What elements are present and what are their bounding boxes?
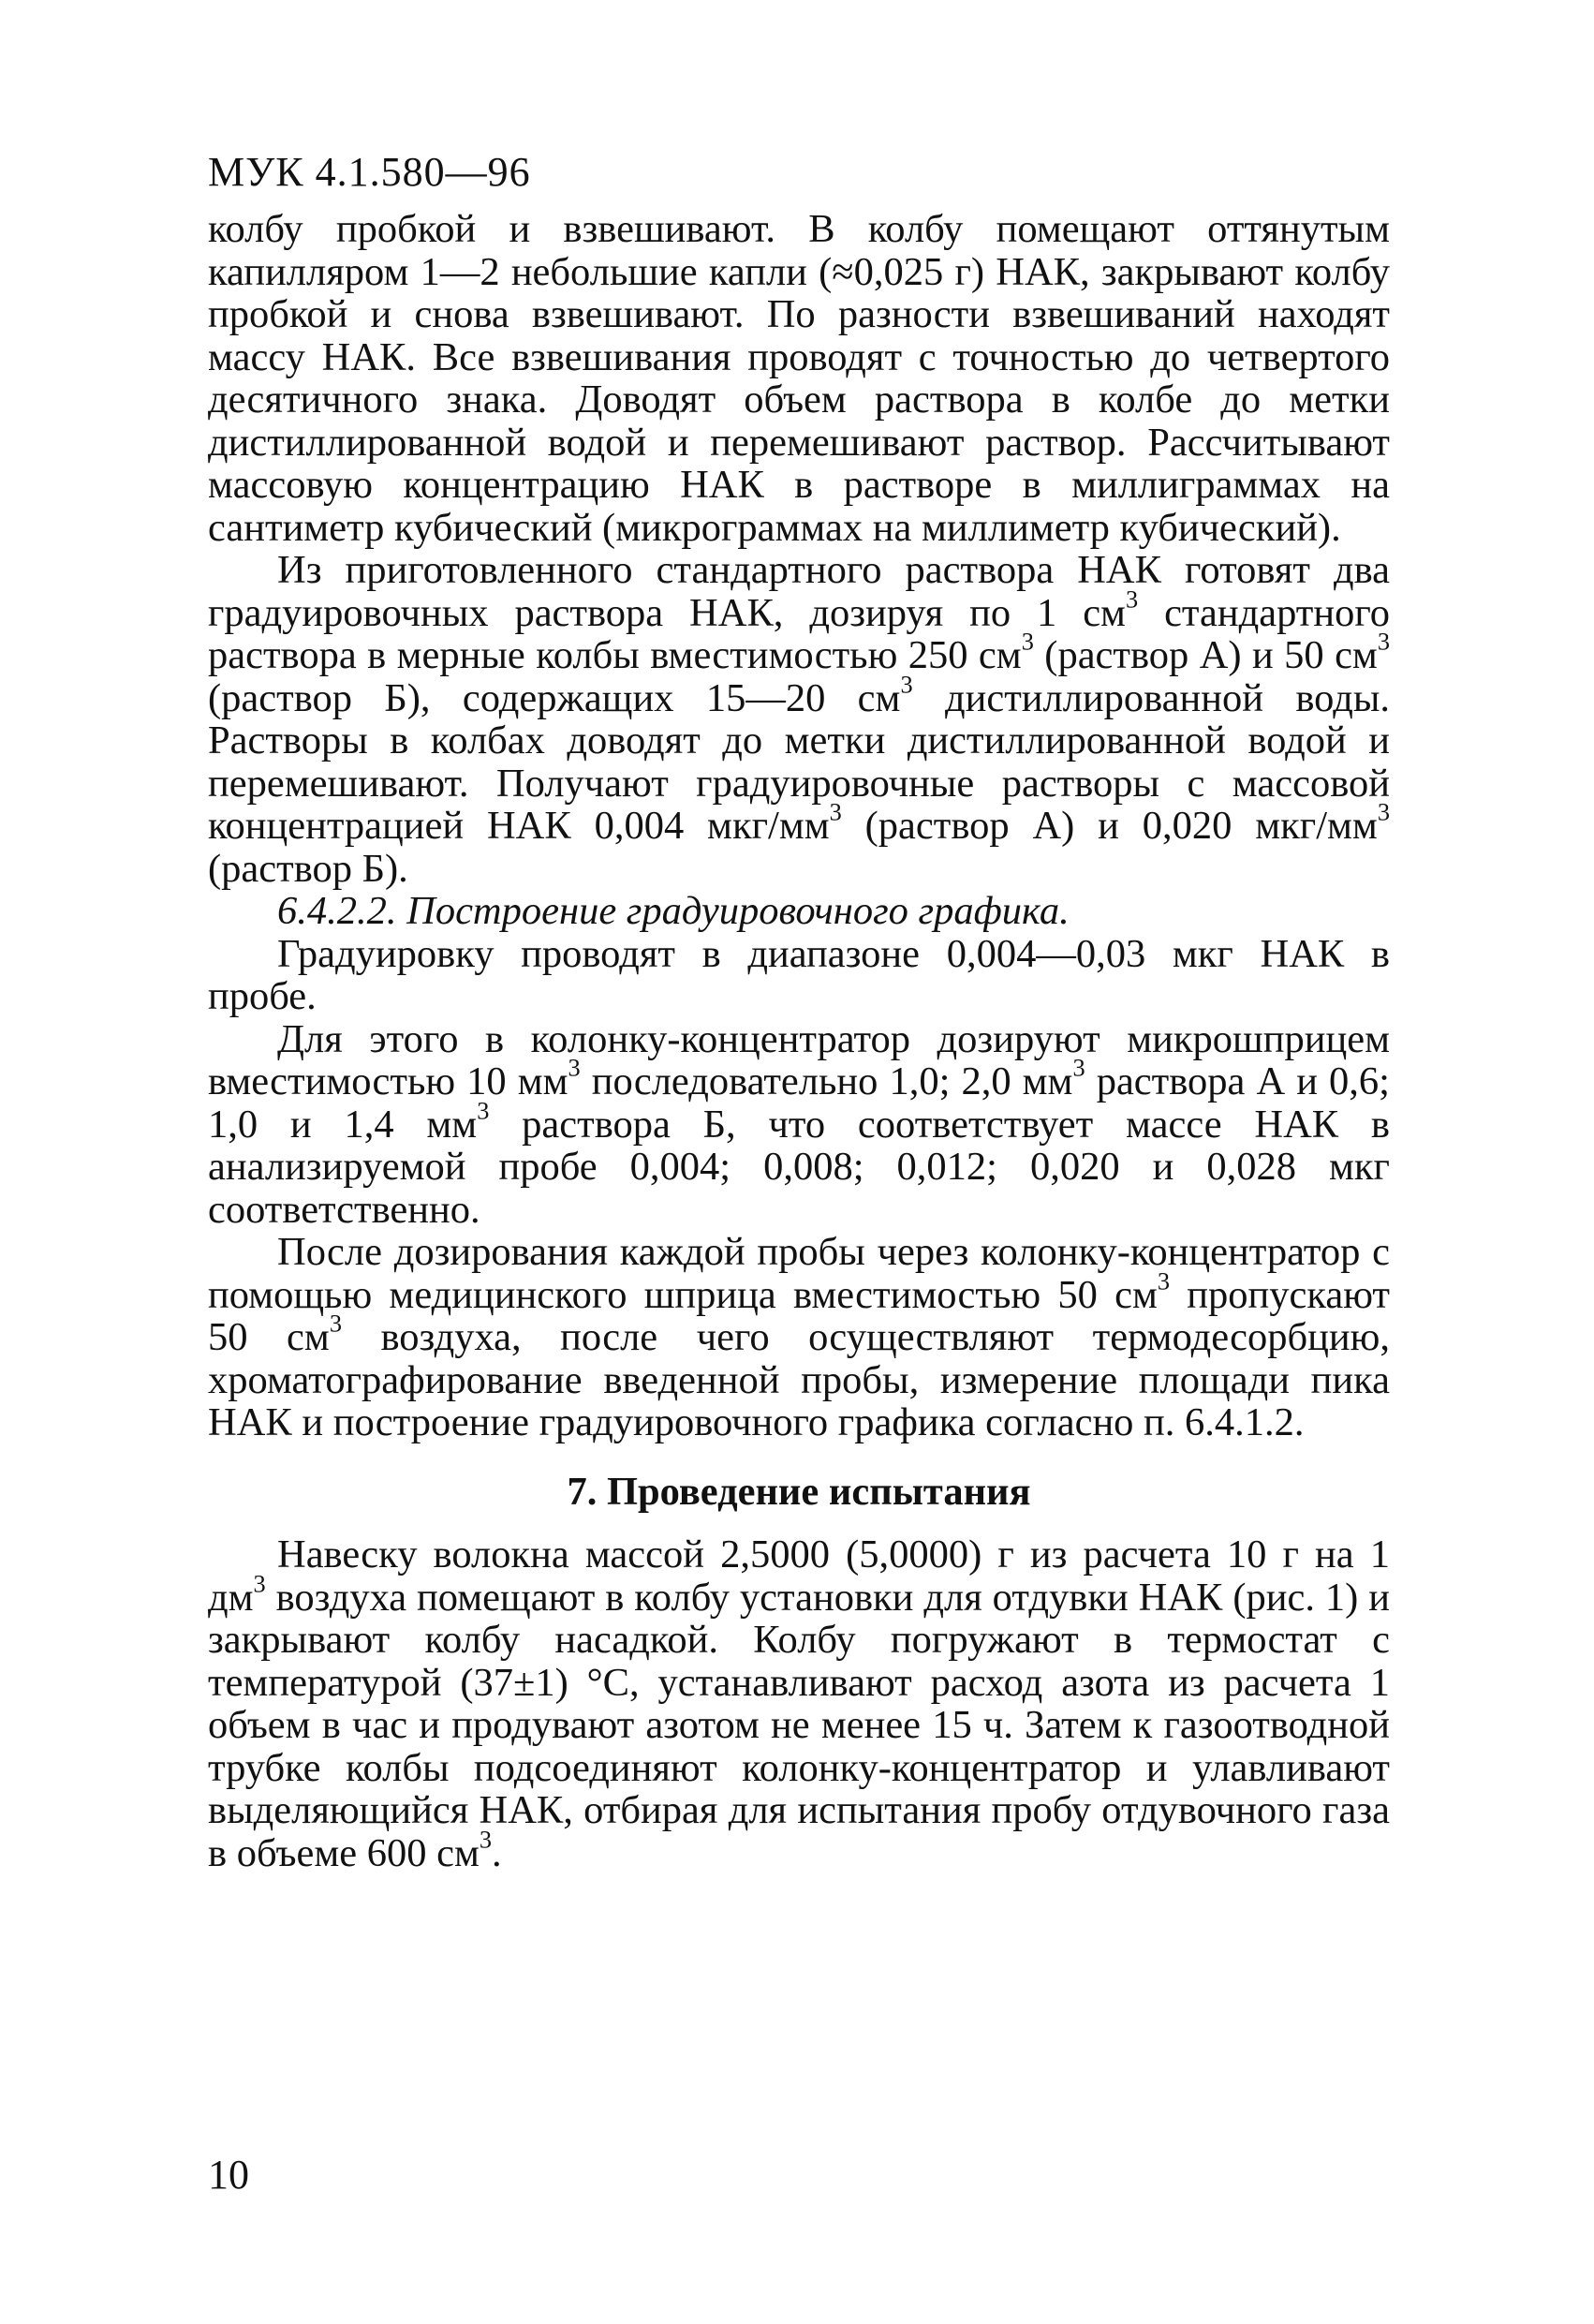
text-run: (раствор Б), содержащих 15—20 см — [208, 675, 901, 720]
superscript-cube: 3 — [568, 1054, 581, 1082]
text-run: (раствор А) и 0,020 мкг/мм — [841, 804, 1378, 848]
text-run: стандартного раствора в мерные колбы вместимостью 250 см — [208, 590, 1390, 677]
section-heading: 7. Проведение испытания — [567, 1469, 1031, 1514]
document-code-header: МУК 4.1.580—96 — [208, 149, 531, 195]
page-body — [208, 208, 1390, 1874]
text-run: дистиллированной воды. Растворы в колбах доводят до метки дистиллированной водой и перемешивают. Получают градуировочные растворы с массовой концентрацией НАК 0,004 мкг/мм — [208, 675, 1390, 848]
text-run: раствора А и 0,6; 1,0 и 1,4 мм — [208, 1059, 1390, 1147]
paragraph-dosing — [208, 1018, 1390, 1232]
superscript-cube: 3 — [253, 1569, 266, 1597]
text-run: Навеску волокна массой 2,5000 (5,0000) г из расчета 10 г на 1 дм — [208, 1532, 1390, 1620]
superscript-cube: 3 — [829, 798, 842, 826]
superscript-cube: 3 — [1377, 798, 1390, 826]
text-run: раствора Б, что соответствует массе НАК в анализируемой пробе 0,004; 0,008; 0,012; 0,020 и 0,028 мкг соответственно. — [208, 1102, 1390, 1232]
superscript-cube: 3 — [1125, 585, 1139, 613]
paragraph-thermodesorption — [208, 1231, 1390, 1444]
paragraph-calibration-range: Градуировку проводят в диапазоне 0,004—0,03 мкг НАК в пробе. — [208, 931, 1390, 1018]
superscript-cube: 3 — [900, 670, 913, 698]
text-run: пропускают 50 см — [208, 1272, 1391, 1359]
page-number: 10 — [208, 2152, 249, 2198]
text-run: воздуха помещают в колбу установки для отдувки НАК (рис. 1) и закрывают колбу насадкой. Колбу погружают в термостат с температурой (37±1) °С, устанавливают расход азота из расчета 1 объем в час и продувают азотом не менее 15 ч. Затем к газоотводной трубке колбы подсоединяют колонку-концентратор и улавливают выделяющийся НАК, отбирая для испытания пробу отдувочного газа в объеме 600 см — [208, 1575, 1390, 1875]
superscript-cube: 3 — [477, 1096, 490, 1124]
superscript-cube: 3 — [329, 1310, 342, 1338]
text-run: (раствор Б). — [208, 846, 408, 891]
text-run: После дозирования каждой пробы через колонку-концентратор с помощью медицинского шприца вместимостью 50 см — [208, 1230, 1390, 1317]
paragraph-testing-procedure — [208, 1533, 1390, 1874]
text-run: Для этого в колонку-концентратор дозируют микрошприцем вместимостью 10 мм — [208, 1016, 1390, 1103]
text-run: (раствор А) и 50 см — [1033, 633, 1378, 677]
superscript-cube: 3 — [1021, 628, 1034, 656]
text-run: воздуха, после чего осуществляют термодесорбцию, хроматографирование введенной пробы, измерение площади пика НАК и построение градуировочного графика согласно п. 6.4.1.2. — [208, 1315, 1390, 1444]
text-run: Из приготовленного стандартного раствора НАК готовят два градуировочных раствора НАК, дозируя по 1 см — [208, 548, 1390, 635]
superscript-cube: 3 — [479, 1825, 493, 1853]
paragraph-calibration-solutions — [208, 549, 1390, 890]
text-run: . — [492, 1830, 502, 1875]
superscript-cube: 3 — [1377, 628, 1390, 656]
superscript-cube: 3 — [1157, 1266, 1171, 1295]
paragraph-continuation: колбу пробкой и взвешивают. В колбу помещают оттянутым капилляром 1—2 небольшие капли (≈0,025 г) НАК, закрывают колбу пробкой и снова взвешивают. По разности взвешиваний находят массу НАК. Все взвешивания проводят с точностью до четвертого десятичного знака. Доводят объем раствора в колбе до метки дистиллированной водой и перемешивают раствор. Рассчитывают массовую концентрацию НАК в растворе в миллиграммах на сантиметр кубический (микрограммах на миллиметр кубический). — [208, 207, 1390, 550]
subsection-title: 6.4.2.2. Построение градуировочного графика. — [277, 889, 1070, 933]
superscript-cube: 3 — [1072, 1054, 1085, 1082]
text-run: последовательно 1,0; 2,0 мм — [580, 1059, 1073, 1103]
